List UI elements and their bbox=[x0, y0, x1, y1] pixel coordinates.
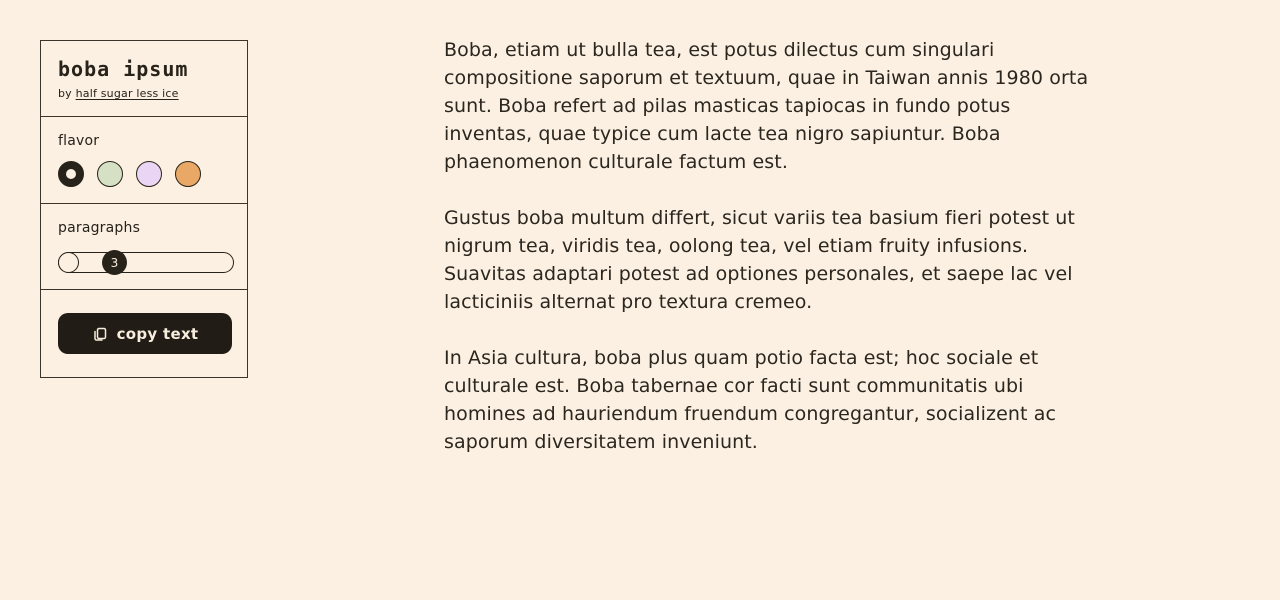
paragraph: Gustus boba multum differt, sicut variis tea basium fieri potest ut nigrum tea, viridis tea, oolong tea, vel etiam fruity infusions. Suavitas adaptari potest ad optiones personales, et saepe lac vel lacticiniis alternat pro textura cremeo. bbox=[444, 207, 1075, 313]
app-title: boba ipsum bbox=[58, 57, 189, 81]
paragraphs-section bbox=[41, 204, 247, 290]
copy-button-label: copy text bbox=[116, 324, 199, 343]
flavor-swatch[interactable] bbox=[136, 161, 162, 187]
copy-text-button[interactable] bbox=[58, 313, 232, 354]
action-section bbox=[41, 290, 247, 377]
copy-icon bbox=[92, 326, 108, 342]
byline-prefix: by bbox=[58, 87, 72, 100]
flavor-swatch[interactable] bbox=[97, 161, 123, 187]
paragraph: Boba, etiam ut bulla tea, est potus dilectus cum singulari compositione saporum et textuum, quae in Taiwan annis 1980 orta sunt. Boba refert ad pilas masticas tapiocas in fundo potus inventas, quae typice cum lacte tea nigro sapiuntur. Boba phaenomenon culturale factum est. bbox=[444, 39, 1089, 173]
generated-text bbox=[444, 36, 1094, 484]
control-panel bbox=[40, 40, 248, 378]
flavor-swatch[interactable] bbox=[175, 161, 201, 187]
flavor-section bbox=[41, 117, 247, 204]
slider-start-circle bbox=[58, 252, 79, 273]
paragraphs-slider[interactable] bbox=[58, 252, 234, 273]
paragraphs-label: paragraphs bbox=[58, 220, 141, 236]
panel-header bbox=[41, 41, 247, 117]
flavor-swatch[interactable] bbox=[58, 161, 84, 187]
flavor-label: flavor bbox=[58, 133, 100, 149]
flavor-swatch-row bbox=[58, 161, 230, 187]
paragraph: In Asia cultura, boba plus quam potio facta est; hoc sociale et culturale est. Boba tabernae cor facti sunt communitatis ubi homines ad hauriendum fruendum congregantur, socializent ac saporum diversitatem inveniunt. bbox=[444, 347, 1057, 453]
slider-thumb[interactable]: 3 bbox=[102, 250, 127, 275]
byline-link[interactable]: half sugar less ice bbox=[75, 87, 179, 100]
byline bbox=[58, 87, 230, 100]
